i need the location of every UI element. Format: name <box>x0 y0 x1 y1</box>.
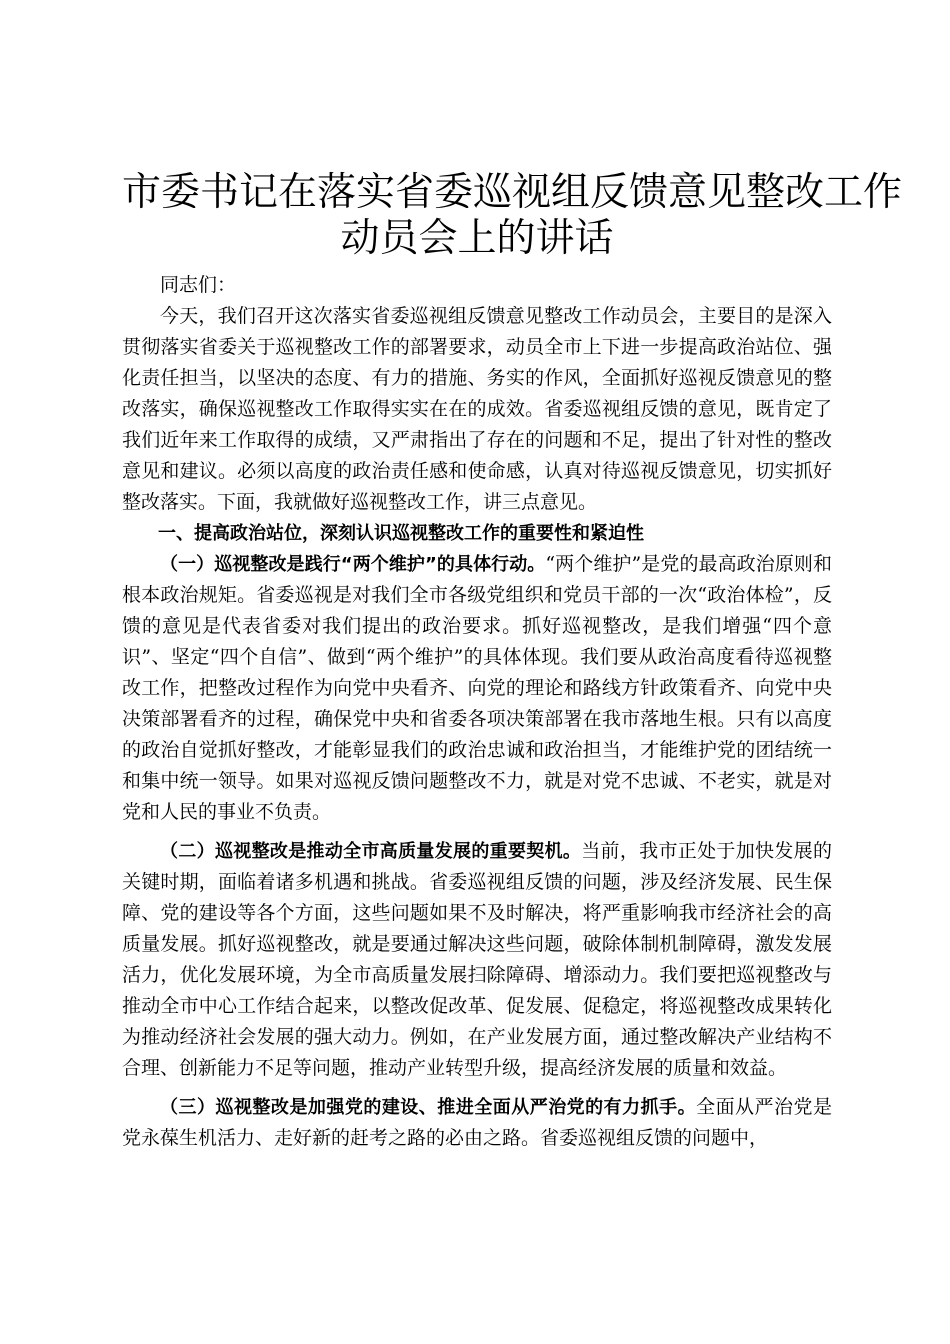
subsection-1-text: “两个维护”是党的最高政治原则和根本政治规矩。省委巡视是对我们全市各级党组织和党员干部的一次“政治体检”，反馈的意见是代表省委对我们提出的政治要求。抓好巡视整改，是我们增强“四个意识”、坚定“四个自信”、做到“两个维护”的具体体现。我们要从政治高度看待巡视整改工作，把整改过程作为向党中央看齐、向党的理论和路线方针政策看齐、向党中央决策部署看齐的过程，确保党中央和省委各项决策部署在我市落地生根。只有以高度的政治自觉抓好整改，才能彰显我们的政治忠诚和政治担当，才能维护党的团结统一和集中统一领导。如果对巡视反馈问题整改不力，就是对党不忠诚、不老实，就是对党和人民的事业不负责。 <box>122 553 832 823</box>
subsection-1-heading: （一）巡视整改是践行“两个维护”的具体行动。 <box>160 554 546 575</box>
title-line-2: 动员会上的讲话 <box>340 216 614 261</box>
document-content <box>122 170 903 1154</box>
document-body <box>122 270 832 1154</box>
title-line-1: 市委书记在落实省委巡视组反馈意见整改工作 <box>122 170 903 215</box>
subsection-3-heading: （三）巡视整改是加强党的建设、推进全面从严治党的有力抓手。 <box>160 1097 697 1118</box>
subsection-1-paragraph <box>122 549 832 828</box>
document-title <box>122 170 903 262</box>
subsection-2-text: 当前，我市正处于加快发展的关键时期，面临着诸多机遇和挑战。省委巡视组反馈的问题，涉及经济发展、民生保障、党的建设等各个方面，这些问题如果不及时解决，将严重影响我市经济社会的高质量发展。抓好巡视整改，就是要通过解决这些问题，破除体制机制障碍，激发发展活力，优化发展环境，为全市高质量发展扫除障碍、增添动力。我们要把巡视整改与推动全市中心工作结合起来，以整改促改革、促发展、促稳定，将巡视整改成果转化为推动经济社会发展的强大动力。例如，在产业发展方面，通过整改解决产业结构不合理、创新能力不足等问题，推动产业转型升级，提高经济发展的质量和效益。 <box>122 840 832 1079</box>
subsection-3-text: 全面从严治党是党永葆生机活力、走好新的赶考之路的必由之路。省委巡视组反馈的问题中， <box>122 1096 832 1149</box>
salutation: 同志们： <box>160 274 237 296</box>
subsection-2-paragraph <box>122 836 832 1084</box>
intro-paragraph: 今天，我们召开这次落实省委巡视组反馈意见整改工作动员会，主要目的是深入贯彻落实省委关于巡视整改工作的部署要求，动员全市上下进一步提高政治站位、强化责任担当，以坚决的态度、有力的措施、务实的作风，全面抓好巡视反馈意见的整改落实，确保巡视整改工作取得实实在在的成效。省委巡视组反馈的意见，既肯定了我们近年来工作取得的成绩，又严肃指出了存在的问题和不足，提出了针对性的整改意见和建议。必须以高度的政治责任感和使命感，认真对待巡视反馈意见，切实抓好整改落实。下面，我就做好巡视整改工作，讲三点意见。 <box>122 305 832 513</box>
subsection-3-paragraph <box>122 1092 832 1154</box>
subsection-2-heading: （二）巡视整改是推动全市高质量发展的重要契机。 <box>160 841 582 862</box>
section-1-heading: 一、提高政治站位，深刻认识巡视整改工作的重要性和紧迫性 <box>158 523 644 544</box>
